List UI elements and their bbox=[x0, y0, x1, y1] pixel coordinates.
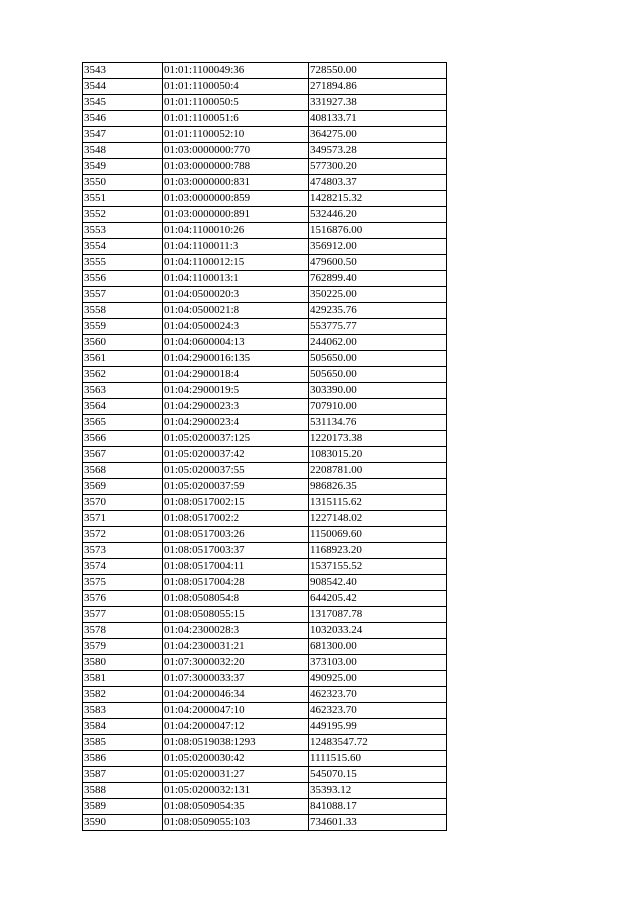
cadastral-number-cell: 01:03:0000000:831 bbox=[163, 175, 309, 191]
value-cell: 35393.12 bbox=[309, 783, 447, 799]
cadastral-number-cell: 01:05:0200037:59 bbox=[163, 479, 309, 495]
row-number-cell: 3575 bbox=[83, 575, 163, 591]
cadastral-number-cell: 01:08:0517004:11 bbox=[163, 559, 309, 575]
cadastral-number-cell: 01:04:2300028:3 bbox=[163, 623, 309, 639]
cadastral-number-cell: 01:03:0000000:788 bbox=[163, 159, 309, 175]
table-row bbox=[83, 63, 447, 79]
value-cell: 490925.00 bbox=[309, 671, 447, 687]
table-row bbox=[83, 415, 447, 431]
cadastral-number-cell: 01:04:1100010:26 bbox=[163, 223, 309, 239]
table-row bbox=[83, 351, 447, 367]
value-cell: 505650.00 bbox=[309, 351, 447, 367]
cadastral-number-cell: 01:05:0200032:131 bbox=[163, 783, 309, 799]
value-cell: 462323.70 bbox=[309, 687, 447, 703]
cadastral-number-cell: 01:05:0200030:42 bbox=[163, 751, 309, 767]
table-row bbox=[83, 511, 447, 527]
table-row bbox=[83, 127, 447, 143]
row-number-cell: 3551 bbox=[83, 191, 163, 207]
row-number-cell: 3574 bbox=[83, 559, 163, 575]
value-cell: 1083015.20 bbox=[309, 447, 447, 463]
row-number-cell: 3562 bbox=[83, 367, 163, 383]
cadastral-number-cell: 01:08:0517002:15 bbox=[163, 495, 309, 511]
value-cell: 532446.20 bbox=[309, 207, 447, 223]
value-cell: 734601.33 bbox=[309, 815, 447, 831]
value-cell: 531134.76 bbox=[309, 415, 447, 431]
cadastral-number-cell: 01:04:2000046:34 bbox=[163, 687, 309, 703]
row-number-cell: 3569 bbox=[83, 479, 163, 495]
row-number-cell: 3563 bbox=[83, 383, 163, 399]
table-row bbox=[83, 591, 447, 607]
row-number-cell: 3583 bbox=[83, 703, 163, 719]
table-row bbox=[83, 303, 447, 319]
cadastral-number-cell: 01:08:0517003:26 bbox=[163, 527, 309, 543]
table-row bbox=[83, 799, 447, 815]
row-number-cell: 3576 bbox=[83, 591, 163, 607]
cadastral-number-cell: 01:04:2000047:10 bbox=[163, 703, 309, 719]
cadastral-number-cell: 01:07:3000032:20 bbox=[163, 655, 309, 671]
table-row bbox=[83, 735, 447, 751]
value-cell: 449195.99 bbox=[309, 719, 447, 735]
row-number-cell: 3585 bbox=[83, 735, 163, 751]
table-row bbox=[83, 527, 447, 543]
cadastral-number-cell: 01:04:2900018:4 bbox=[163, 367, 309, 383]
table-row bbox=[83, 79, 447, 95]
row-number-cell: 3580 bbox=[83, 655, 163, 671]
row-number-cell: 3571 bbox=[83, 511, 163, 527]
value-cell: 553775.77 bbox=[309, 319, 447, 335]
row-number-cell: 3573 bbox=[83, 543, 163, 559]
row-number-cell: 3570 bbox=[83, 495, 163, 511]
cadastral-number-cell: 01:07:3000033:37 bbox=[163, 671, 309, 687]
row-number-cell: 3547 bbox=[83, 127, 163, 143]
value-cell: 1537155.52 bbox=[309, 559, 447, 575]
value-cell: 545070.15 bbox=[309, 767, 447, 783]
cadastral-number-cell: 01:08:0519038:1293 bbox=[163, 735, 309, 751]
cadastral-number-cell: 01:08:0509054:35 bbox=[163, 799, 309, 815]
cadastral-number-cell: 01:04:1100013:1 bbox=[163, 271, 309, 287]
cadastral-number-cell: 01:04:1100011:3 bbox=[163, 239, 309, 255]
value-cell: 1111515.60 bbox=[309, 751, 447, 767]
value-cell: 462323.70 bbox=[309, 703, 447, 719]
value-cell: 479600.50 bbox=[309, 255, 447, 271]
value-cell: 244062.00 bbox=[309, 335, 447, 351]
row-number-cell: 3566 bbox=[83, 431, 163, 447]
data-table bbox=[82, 62, 447, 831]
table-row bbox=[83, 671, 447, 687]
table-row bbox=[83, 335, 447, 351]
cadastral-number-cell: 01:03:0000000:891 bbox=[163, 207, 309, 223]
table-body bbox=[83, 63, 447, 831]
row-number-cell: 3579 bbox=[83, 639, 163, 655]
row-number-cell: 3582 bbox=[83, 687, 163, 703]
value-cell: 373103.00 bbox=[309, 655, 447, 671]
row-number-cell: 3568 bbox=[83, 463, 163, 479]
table-row bbox=[83, 543, 447, 559]
cadastral-number-cell: 01:08:0517003:37 bbox=[163, 543, 309, 559]
value-cell: 1227148.02 bbox=[309, 511, 447, 527]
value-cell: 841088.17 bbox=[309, 799, 447, 815]
value-cell: 408133.71 bbox=[309, 111, 447, 127]
row-number-cell: 3553 bbox=[83, 223, 163, 239]
cadastral-number-cell: 01:01:1100051:6 bbox=[163, 111, 309, 127]
cadastral-number-cell: 01:04:2900019:5 bbox=[163, 383, 309, 399]
row-number-cell: 3567 bbox=[83, 447, 163, 463]
table-row bbox=[83, 767, 447, 783]
value-cell: 908542.40 bbox=[309, 575, 447, 591]
row-number-cell: 3577 bbox=[83, 607, 163, 623]
table-row bbox=[83, 575, 447, 591]
value-cell: 356912.00 bbox=[309, 239, 447, 255]
table-row bbox=[83, 143, 447, 159]
value-cell: 577300.20 bbox=[309, 159, 447, 175]
value-cell: 271894.86 bbox=[309, 79, 447, 95]
cadastral-number-cell: 01:01:1100052:10 bbox=[163, 127, 309, 143]
table-row bbox=[83, 95, 447, 111]
row-number-cell: 3589 bbox=[83, 799, 163, 815]
table-row bbox=[83, 655, 447, 671]
value-cell: 364275.00 bbox=[309, 127, 447, 143]
row-number-cell: 3565 bbox=[83, 415, 163, 431]
value-cell: 1150069.60 bbox=[309, 527, 447, 543]
value-cell: 1315115.62 bbox=[309, 495, 447, 511]
cadastral-number-cell: 01:08:0508055:15 bbox=[163, 607, 309, 623]
table-row bbox=[83, 431, 447, 447]
row-number-cell: 3590 bbox=[83, 815, 163, 831]
value-cell: 1428215.32 bbox=[309, 191, 447, 207]
table-row bbox=[83, 207, 447, 223]
table-row bbox=[83, 639, 447, 655]
row-number-cell: 3548 bbox=[83, 143, 163, 159]
row-number-cell: 3550 bbox=[83, 175, 163, 191]
table-row bbox=[83, 399, 447, 415]
table-row bbox=[83, 255, 447, 271]
row-number-cell: 3552 bbox=[83, 207, 163, 223]
cadastral-number-cell: 01:08:0517004:28 bbox=[163, 575, 309, 591]
row-number-cell: 3543 bbox=[83, 63, 163, 79]
cadastral-number-cell: 01:08:0509055:103 bbox=[163, 815, 309, 831]
cadastral-number-cell: 01:01:1100050:5 bbox=[163, 95, 309, 111]
value-cell: 1220173.38 bbox=[309, 431, 447, 447]
row-number-cell: 3564 bbox=[83, 399, 163, 415]
cadastral-number-cell: 01:04:1100012:15 bbox=[163, 255, 309, 271]
table-row bbox=[83, 367, 447, 383]
value-cell: 1168923.20 bbox=[309, 543, 447, 559]
cadastral-number-cell: 01:04:2000047:12 bbox=[163, 719, 309, 735]
row-number-cell: 3544 bbox=[83, 79, 163, 95]
table-row bbox=[83, 447, 447, 463]
cadastral-number-cell: 01:05:0200037:125 bbox=[163, 431, 309, 447]
row-number-cell: 3581 bbox=[83, 671, 163, 687]
cadastral-number-cell: 01:04:2900023:4 bbox=[163, 415, 309, 431]
row-number-cell: 3588 bbox=[83, 783, 163, 799]
cadastral-number-cell: 01:03:0000000:770 bbox=[163, 143, 309, 159]
table-row bbox=[83, 783, 447, 799]
cadastral-number-cell: 01:08:0517002:2 bbox=[163, 511, 309, 527]
value-cell: 474803.37 bbox=[309, 175, 447, 191]
table-row bbox=[83, 479, 447, 495]
row-number-cell: 3557 bbox=[83, 287, 163, 303]
row-number-cell: 3556 bbox=[83, 271, 163, 287]
value-cell: 303390.00 bbox=[309, 383, 447, 399]
cadastral-number-cell: 01:01:1100050:4 bbox=[163, 79, 309, 95]
table-row bbox=[83, 191, 447, 207]
row-number-cell: 3560 bbox=[83, 335, 163, 351]
row-number-cell: 3549 bbox=[83, 159, 163, 175]
cadastral-number-cell: 01:01:1100049:36 bbox=[163, 63, 309, 79]
cadastral-number-cell: 01:03:0000000:859 bbox=[163, 191, 309, 207]
cadastral-number-cell: 01:05:0200037:55 bbox=[163, 463, 309, 479]
cadastral-number-cell: 01:04:2900016:135 bbox=[163, 351, 309, 367]
value-cell: 728550.00 bbox=[309, 63, 447, 79]
table-row bbox=[83, 383, 447, 399]
cadastral-number-cell: 01:04:2900023:3 bbox=[163, 399, 309, 415]
value-cell: 2208781.00 bbox=[309, 463, 447, 479]
row-number-cell: 3546 bbox=[83, 111, 163, 127]
table-row bbox=[83, 319, 447, 335]
value-cell: 429235.76 bbox=[309, 303, 447, 319]
table-row bbox=[83, 559, 447, 575]
value-cell: 350225.00 bbox=[309, 287, 447, 303]
cadastral-number-cell: 01:08:0508054:8 bbox=[163, 591, 309, 607]
value-cell: 12483547.72 bbox=[309, 735, 447, 751]
row-number-cell: 3572 bbox=[83, 527, 163, 543]
table-row bbox=[83, 703, 447, 719]
value-cell: 986826.35 bbox=[309, 479, 447, 495]
value-cell: 762899.40 bbox=[309, 271, 447, 287]
table-row bbox=[83, 623, 447, 639]
table-row bbox=[83, 287, 447, 303]
cadastral-number-cell: 01:05:0200037:42 bbox=[163, 447, 309, 463]
table-row bbox=[83, 159, 447, 175]
cadastral-number-cell: 01:04:0500020:3 bbox=[163, 287, 309, 303]
value-cell: 681300.00 bbox=[309, 639, 447, 655]
table-row bbox=[83, 463, 447, 479]
cadastral-number-cell: 01:04:0500021:8 bbox=[163, 303, 309, 319]
row-number-cell: 3559 bbox=[83, 319, 163, 335]
table-row bbox=[83, 111, 447, 127]
row-number-cell: 3586 bbox=[83, 751, 163, 767]
table-row bbox=[83, 687, 447, 703]
row-number-cell: 3545 bbox=[83, 95, 163, 111]
table-row bbox=[83, 607, 447, 623]
table-row bbox=[83, 239, 447, 255]
row-number-cell: 3584 bbox=[83, 719, 163, 735]
value-cell: 1317087.78 bbox=[309, 607, 447, 623]
row-number-cell: 3587 bbox=[83, 767, 163, 783]
row-number-cell: 3555 bbox=[83, 255, 163, 271]
value-cell: 707910.00 bbox=[309, 399, 447, 415]
cadastral-number-cell: 01:04:2300031:21 bbox=[163, 639, 309, 655]
value-cell: 644205.42 bbox=[309, 591, 447, 607]
row-number-cell: 3558 bbox=[83, 303, 163, 319]
table-row bbox=[83, 495, 447, 511]
table-row bbox=[83, 751, 447, 767]
value-cell: 331927.38 bbox=[309, 95, 447, 111]
cadastral-number-cell: 01:04:0500024:3 bbox=[163, 319, 309, 335]
table-row bbox=[83, 175, 447, 191]
row-number-cell: 3578 bbox=[83, 623, 163, 639]
row-number-cell: 3554 bbox=[83, 239, 163, 255]
table-row bbox=[83, 223, 447, 239]
value-cell: 1032033.24 bbox=[309, 623, 447, 639]
cadastral-number-cell: 01:04:0600004:13 bbox=[163, 335, 309, 351]
row-number-cell: 3561 bbox=[83, 351, 163, 367]
table-row bbox=[83, 719, 447, 735]
value-cell: 349573.28 bbox=[309, 143, 447, 159]
value-cell: 1516876.00 bbox=[309, 223, 447, 239]
table-row bbox=[83, 271, 447, 287]
table-row bbox=[83, 815, 447, 831]
cadastral-number-cell: 01:05:0200031:27 bbox=[163, 767, 309, 783]
value-cell: 505650.00 bbox=[309, 367, 447, 383]
